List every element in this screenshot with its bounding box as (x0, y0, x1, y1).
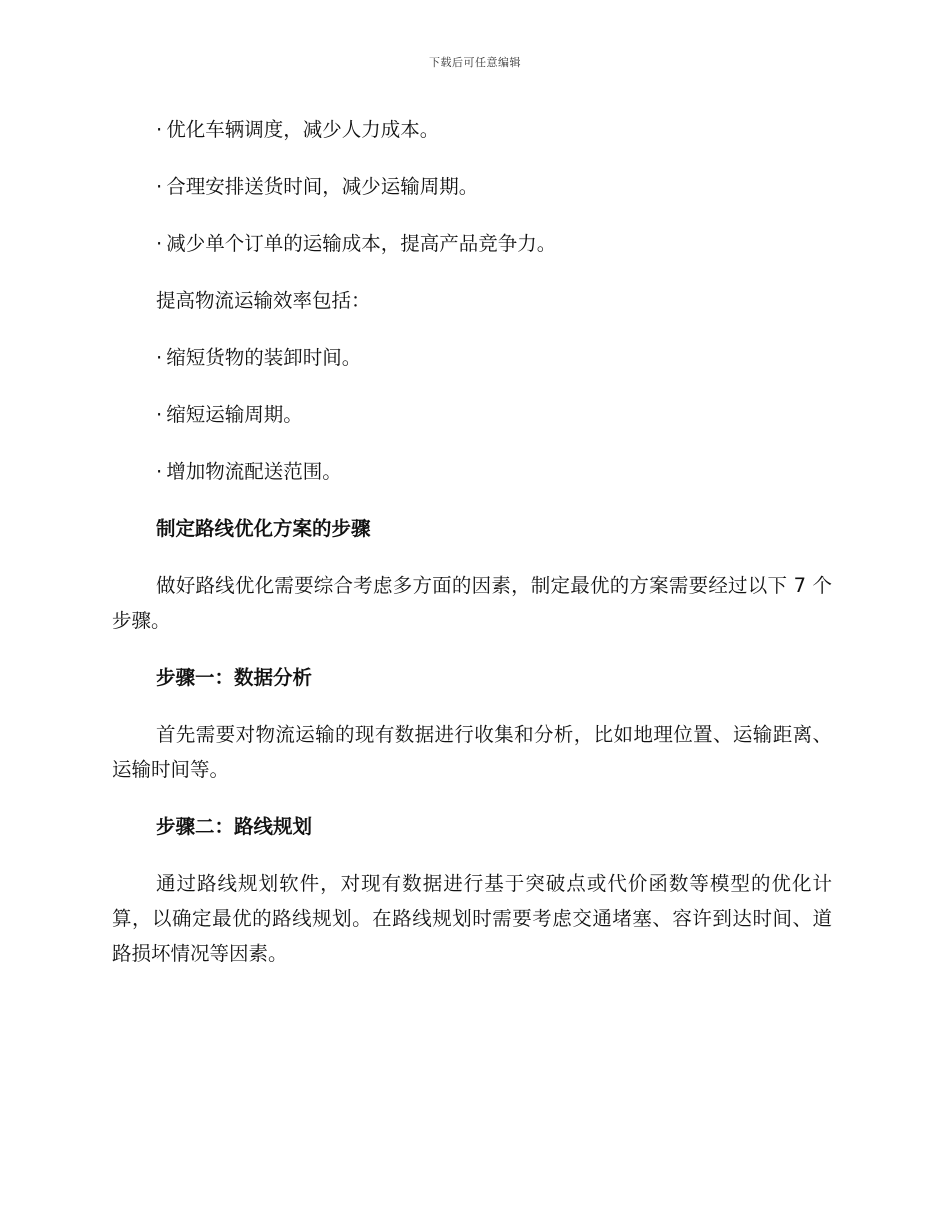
bullet-icon: · (156, 403, 163, 426)
page-header: 下载后可任意编辑 (429, 56, 521, 69)
step2-body: 通过路线规划软件，对现有数据进行基于突破点或代价函数等模型的优化计算，以确定最优的路线规划。在路线规划时需要考虑交通堵塞、容许到达时间、道路损坏情况等因素。 (112, 872, 832, 965)
list-item: · 缩短货物的装卸时间。 (156, 346, 362, 369)
list-item: · 合理安排送货时间，减少运输周期。 (156, 175, 479, 198)
document-body (112, 112, 832, 993)
list-item: · 减少单个订单的运输成本，提高产品竞争力。 (156, 232, 557, 255)
efficiency-intro: 提高物流运输效率包括： (156, 289, 371, 312)
section-intro: 做好路线优化需要综合考虑多方面的因素，制定最优的方案需要经过以下 7 个步骤。 (112, 574, 832, 632)
bullet-icon: · (156, 232, 163, 255)
step2-title: 步骤二：路线规划 (156, 815, 313, 838)
bullet-icon: · (156, 175, 163, 198)
section-title: 制定路线优化方案的步骤 (156, 517, 371, 540)
step1-title: 步骤一：数据分析 (156, 666, 313, 689)
bullet-icon: · (156, 346, 163, 369)
bullet-icon: · (156, 460, 163, 483)
list-item: · 优化车辆调度，减少人力成本。 (156, 118, 440, 141)
bullet-icon: · (156, 118, 163, 141)
list-item: · 缩短运输周期。 (156, 403, 303, 426)
list-item: · 增加物流配送范围。 (156, 460, 342, 483)
step1-body: 首先需要对物流运输的现有数据进行收集和分析，比如地理位置、运输距离、运输时间等。 (112, 723, 832, 781)
